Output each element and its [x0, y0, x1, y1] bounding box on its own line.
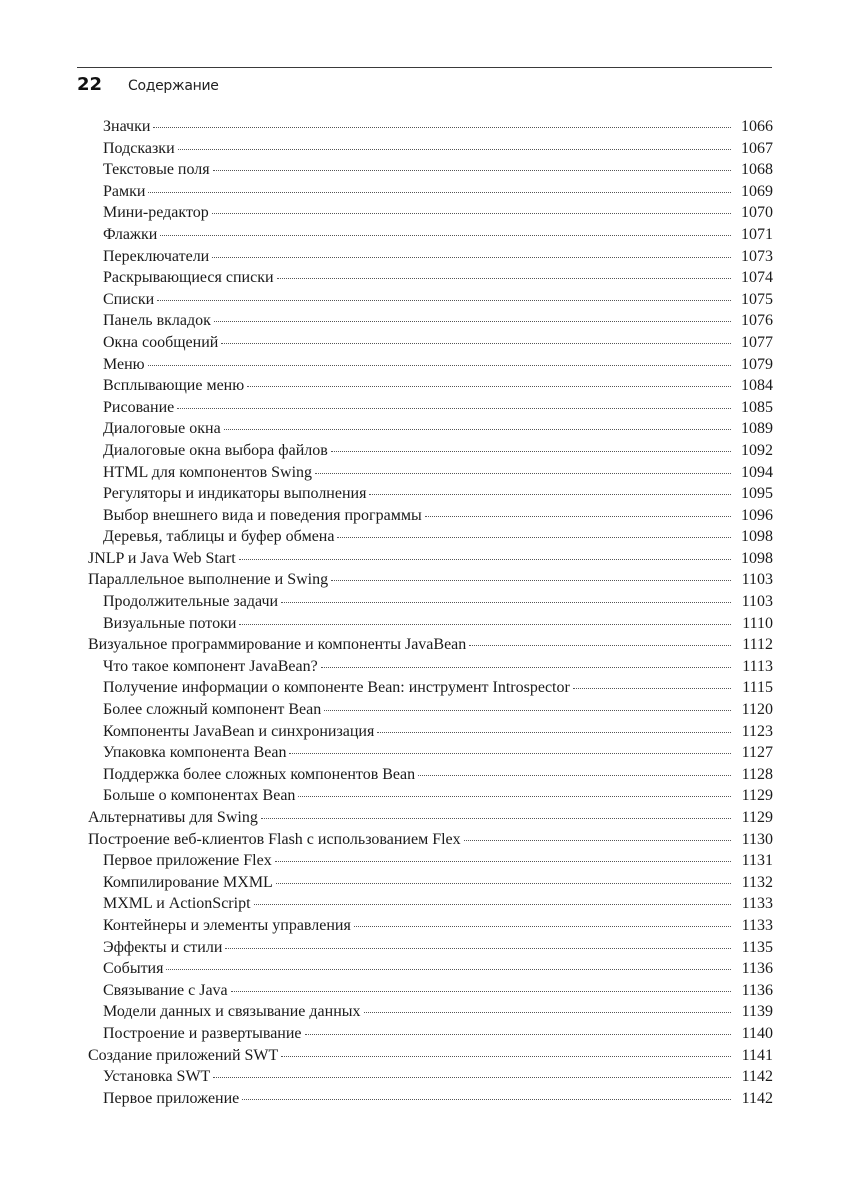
toc-entry-page-number: 1140: [741, 1024, 773, 1042]
dot-leader: [153, 116, 731, 128]
toc-subsection-entry[interactable]: [88, 354, 773, 376]
toc-entry-title: HTML для компонентов Swing: [103, 463, 313, 481]
toc-subsection-entry[interactable]: [88, 656, 773, 678]
dot-leader: [331, 440, 731, 452]
page-number: 22: [77, 74, 103, 95]
toc-section-entry[interactable]: [88, 569, 773, 591]
toc-subsection-entry[interactable]: [88, 397, 773, 419]
toc-entry-title: Создание приложений SWT: [88, 1046, 279, 1064]
dot-leader: [464, 829, 731, 841]
toc-entry-title: Эффекты и стили: [103, 938, 223, 956]
toc-entry-page-number: 1135: [741, 938, 773, 956]
toc-entry-title: Построение и развертывание: [103, 1024, 302, 1042]
toc-entry-title: События: [103, 960, 164, 978]
toc-entry-title: Более сложный компонент Bean: [103, 701, 322, 719]
toc-entry-title: Альтернативы для Swing: [88, 809, 258, 826]
toc-subsection-entry[interactable]: [88, 915, 773, 937]
toc-subsection-entry[interactable]: [88, 440, 773, 462]
dot-leader: [221, 332, 731, 344]
dot-leader: [212, 202, 731, 214]
toc-subsection-entry[interactable]: [88, 289, 773, 311]
toc-subsection-entry[interactable]: [88, 483, 773, 505]
dot-leader: [225, 937, 731, 949]
dot-leader: [331, 569, 731, 581]
toc-entry-page-number: 1136: [741, 981, 773, 999]
dot-leader: [224, 418, 731, 430]
toc-subsection-entry[interactable]: [88, 526, 773, 548]
toc-subsection-entry[interactable]: [88, 872, 773, 894]
toc-entry-page-number: 1103: [741, 571, 773, 589]
toc-entry-title: Окна сообщений: [103, 333, 219, 351]
toc-entry-page-number: 1098: [741, 549, 773, 567]
toc-entry-page-number: 1133: [741, 895, 773, 913]
dot-leader: [469, 634, 731, 646]
toc-entry-title: Компилирование MXML: [103, 873, 273, 891]
toc-entry-page-number: 1112: [742, 636, 773, 654]
toc-entry-title: Диалоговые окна: [103, 420, 221, 438]
toc-entry-title: Списки: [103, 290, 155, 308]
toc-entry-page-number: 1071: [741, 225, 773, 243]
toc-subsection-entry[interactable]: [88, 181, 773, 203]
toc-entry-page-number: 1128: [741, 765, 773, 783]
toc-entry-page-number: 1113: [742, 657, 773, 675]
toc-entry-page-number: 1089: [741, 420, 773, 438]
toc-entry-title: Построение веб-клиентов Flash с использованием Flex: [88, 830, 461, 848]
toc-entry-page-number: 1085: [741, 398, 773, 416]
dot-leader: [281, 1045, 731, 1057]
toc-subsection-entry[interactable]: [88, 980, 773, 1002]
toc-entry-page-number: 1068: [741, 161, 773, 179]
dot-leader: [231, 980, 731, 992]
dot-leader: [305, 1023, 731, 1035]
toc-subsection-entry[interactable]: [88, 937, 773, 959]
toc-entry-title: Компоненты JavaBean и синхронизация: [103, 722, 375, 740]
dot-leader: [275, 850, 731, 862]
toc-entry-title: Раскрывающиеся списки: [103, 269, 274, 287]
toc-entry-title: Подсказки: [103, 139, 175, 157]
dot-leader: [425, 505, 731, 517]
dot-leader: [254, 893, 731, 905]
toc-entry-page-number: 1129: [741, 809, 773, 826]
toc-entry-title: Получение информации о компоненте Bean: инструмент Introspector: [103, 679, 570, 697]
toc-entry-page-number: 1096: [741, 506, 773, 524]
dot-leader: [277, 267, 731, 279]
toc-subsection-entry[interactable]: [88, 116, 773, 138]
dot-leader: [276, 872, 731, 884]
dot-leader: [364, 1001, 732, 1013]
dot-leader: [324, 699, 731, 711]
dot-leader: [166, 958, 731, 970]
toc-entry-page-number: 1076: [741, 312, 773, 330]
toc-entry-title: MXML и ActionScript: [103, 895, 251, 913]
dot-leader: [148, 181, 731, 193]
toc-entry-page-number: 1067: [741, 139, 773, 157]
toc-entry-title: Первое приложение: [103, 1089, 240, 1107]
toc-subsection-entry[interactable]: [88, 958, 773, 980]
dot-leader: [321, 656, 731, 668]
dot-leader: [239, 548, 731, 560]
toc-entry-title: Что такое компонент JavaBean?: [103, 657, 318, 675]
toc-section-entry[interactable]: [88, 829, 773, 851]
toc-entry-title: Переключатели: [103, 247, 210, 265]
toc-entry-page-number: 1098: [741, 528, 773, 546]
toc-section-entry[interactable]: [88, 807, 773, 829]
dot-leader: [261, 807, 731, 819]
toc-entry-title: Меню: [103, 355, 145, 373]
dot-leader: [281, 591, 731, 603]
toc-entry-title: Рисование: [103, 398, 175, 416]
toc-entry-page-number: 1141: [741, 1046, 773, 1064]
dot-leader: [160, 224, 731, 236]
dot-leader: [289, 742, 731, 754]
toc-entry-title: Флажки: [103, 225, 158, 243]
toc-entry-page-number: 1073: [741, 247, 773, 265]
toc-entry-title: Контейнеры и элементы управления: [103, 916, 351, 934]
toc-entry-page-number: 1092: [741, 441, 773, 459]
dot-leader: [148, 354, 731, 366]
dot-leader: [369, 483, 731, 495]
toc-subsection-entry[interactable]: [88, 310, 773, 332]
toc-subsection-entry[interactable]: [88, 224, 773, 246]
dot-leader: [337, 526, 731, 538]
toc-entry-page-number: 1094: [741, 463, 773, 481]
toc-entry-page-number: 1075: [741, 290, 773, 308]
toc-subsection-entry[interactable]: [88, 462, 773, 484]
dot-leader: [418, 764, 731, 776]
toc-subsection-entry[interactable]: [88, 893, 773, 915]
toc-entry-page-number: 1069: [741, 182, 773, 200]
toc-subsection-entry[interactable]: [88, 764, 773, 786]
toc-entry-title: Диалоговые окна выбора файлов: [103, 441, 328, 459]
toc-entry-page-number: 1084: [741, 377, 773, 395]
toc-entry-title: Рамки: [103, 182, 146, 200]
toc-entry-title: Текстовые поля: [103, 161, 210, 179]
dot-leader: [315, 462, 731, 474]
toc-entry-title: Продолжительные задачи: [103, 593, 279, 611]
toc-section-entry[interactable]: [88, 548, 773, 570]
dot-leader: [213, 1066, 731, 1078]
dot-leader: [298, 785, 731, 797]
toc-entry-title: Установка SWT: [103, 1068, 211, 1086]
toc-entry-page-number: 1142: [741, 1068, 773, 1086]
toc-subsection-entry[interactable]: [88, 138, 773, 160]
toc-subsection-entry[interactable]: [88, 677, 773, 699]
dot-leader: [177, 397, 731, 409]
toc-entry-title: Значки: [103, 118, 151, 135]
toc-subsection-entry[interactable]: [88, 418, 773, 440]
dot-leader: [212, 246, 731, 258]
toc-entry-title: Выбор внешнего вида и поведения программы: [103, 506, 422, 524]
header-rule: [77, 67, 772, 68]
toc-entry-page-number: 1074: [741, 269, 773, 287]
toc-entry-title: Всплывающие меню: [103, 377, 245, 395]
toc-entry-page-number: 1103: [741, 593, 773, 611]
page-header: [77, 74, 219, 96]
toc-entry-title: Модели данных и связывание данных: [103, 1003, 361, 1021]
toc-entry-page-number: 1115: [742, 679, 773, 697]
toc-entry-title: Упаковка компонента Bean: [103, 744, 287, 762]
toc-subsection-entry[interactable]: [88, 246, 773, 268]
toc-entry-page-number: 1139: [741, 1003, 773, 1021]
toc-entry-page-number: 1136: [741, 960, 773, 978]
dot-leader: [157, 289, 731, 301]
dot-leader: [573, 677, 731, 689]
toc-subsection-entry[interactable]: [88, 375, 773, 397]
toc-subsection-entry[interactable]: [88, 785, 773, 807]
toc-subsection-entry[interactable]: [88, 721, 773, 743]
toc-entry-page-number: 1077: [741, 333, 773, 351]
dot-leader: [178, 138, 731, 150]
toc-entry-page-number: 1070: [741, 204, 773, 222]
table-of-contents: [88, 116, 773, 1109]
running-title: Содержание: [128, 78, 219, 94]
toc-subsection-entry[interactable]: [88, 699, 773, 721]
toc-section-entry[interactable]: [88, 1045, 773, 1067]
toc-entry-page-number: 1079: [741, 355, 773, 373]
toc-subsection-entry[interactable]: [88, 505, 773, 527]
toc-entry-title: Деревья, таблицы и буфер обмена: [103, 528, 335, 546]
toc-entry-page-number: 1123: [741, 722, 773, 740]
dot-leader: [242, 1088, 731, 1100]
toc-subsection-entry[interactable]: [88, 1023, 773, 1045]
toc-entry-title: Визуальное программирование и компоненты JavaBean: [88, 636, 467, 654]
dot-leader: [213, 159, 731, 171]
toc-subsection-entry[interactable]: [88, 850, 773, 872]
toc-subsection-entry[interactable]: [88, 742, 773, 764]
toc-entry-page-number: 1131: [741, 852, 773, 870]
toc-entry-page-number: 1142: [741, 1089, 773, 1107]
toc-entry-page-number: 1066: [741, 118, 773, 135]
toc-entry-title: Больше о компонентах Bean: [103, 787, 296, 805]
toc-entry-title: Поддержка более сложных компонентов Bean: [103, 765, 416, 783]
toc-entry-title: Связывание с Java: [103, 981, 228, 999]
toc-entry-page-number: 1110: [742, 614, 773, 632]
dot-leader: [247, 375, 731, 387]
toc-entry-title: Параллельное выполнение и Swing: [88, 571, 329, 589]
toc-entry-title: Регуляторы и индикаторы выполнения: [103, 485, 367, 503]
dot-leader: [377, 721, 731, 733]
toc-entry-page-number: 1132: [741, 873, 773, 891]
toc-subsection-entry[interactable]: [88, 1066, 773, 1088]
toc-subsection-entry[interactable]: [88, 613, 773, 635]
toc-subsection-entry[interactable]: [88, 267, 773, 289]
toc-entry-title: Визуальные потоки: [103, 614, 237, 632]
toc-entry-page-number: 1127: [741, 744, 773, 762]
toc-subsection-entry[interactable]: [88, 591, 773, 613]
dot-leader: [354, 915, 731, 927]
toc-subsection-entry[interactable]: [88, 1001, 773, 1023]
toc-entry-title: JNLP и Java Web Start: [88, 549, 236, 567]
toc-section-entry[interactable]: [88, 634, 773, 656]
dot-leader: [239, 613, 731, 625]
toc-entry-page-number: 1130: [741, 830, 773, 848]
toc-entry-page-number: 1120: [741, 701, 773, 719]
toc-entry-title: Панель вкладок: [103, 312, 211, 330]
toc-subsection-entry[interactable]: [88, 332, 773, 354]
toc-entry-page-number: 1129: [741, 787, 773, 805]
toc-entry-page-number: 1133: [741, 916, 773, 934]
dot-leader: [214, 310, 731, 322]
toc-subsection-entry[interactable]: [88, 202, 773, 224]
toc-subsection-entry[interactable]: [88, 1088, 773, 1110]
toc-subsection-entry[interactable]: [88, 159, 773, 181]
toc-entry-title: Первое приложение Flex: [103, 852, 272, 870]
toc-entry-title: Мини-редактор: [103, 204, 209, 222]
toc-entry-page-number: 1095: [741, 485, 773, 503]
